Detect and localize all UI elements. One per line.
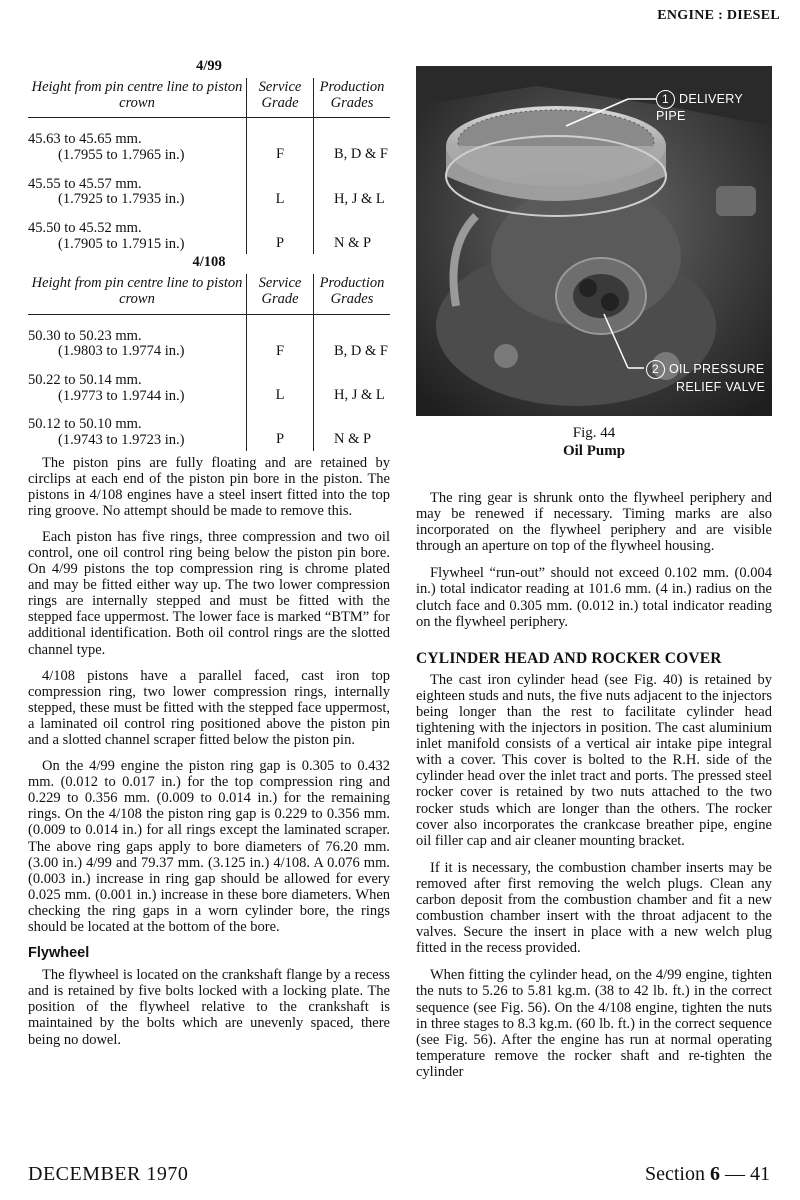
running-header: ENGINE : DIESEL	[657, 8, 780, 23]
table-row	[28, 177, 390, 221]
cell-mm: 50.12 to 50.10 mm.	[28, 416, 142, 433]
left-column	[28, 58, 390, 1058]
table-row	[28, 373, 390, 417]
cell-mm: 45.63 to 45.65 mm.	[28, 131, 142, 148]
table-row	[28, 417, 390, 450]
callout-number: 2	[646, 360, 665, 379]
cell-inch: (1.7905 to 1.7915 in.)	[58, 235, 185, 252]
section-label: Section	[645, 1163, 705, 1185]
cell-production-grades: B, D & F	[334, 146, 388, 163]
cell-production-grades: N & P	[334, 234, 372, 251]
cell-production-grades: H, J & L	[334, 386, 385, 403]
table-row	[28, 118, 390, 177]
cell-service-grade: P	[275, 431, 285, 448]
paragraph-runout: Flywheel “run-out” should not exceed 0.102 mm. (0.004 in.) total indicator reading at 101.6 mm. (4 in.) radius on the clutch face and 0.305 mm. (0.012 in.) total indicator reading on the flywheel periphery.	[416, 565, 772, 630]
paragraph-fitting-head: When fitting the cylinder head, on the 4/99 engine, tighten the nuts to 5.26 to 5.81 kg.m. (38 to 42 lb. ft.) in the correct sequence (see Fig. 56). On the 4/108 engine, tighten the nuts in three stages to 8.3 kg.m. (60 lb. ft.) in the correct sequence (see Fig. 56). After the engine has run at normal operating temperature remove the rocker shaft and re-tighten the cylinder	[416, 967, 772, 1080]
table-row	[28, 314, 390, 373]
section-number: 6	[710, 1163, 720, 1185]
callout-delivery-pipe	[656, 90, 772, 123]
footer-date: DECEMBER 1970	[28, 1163, 189, 1185]
right-column	[416, 66, 772, 1091]
cell-inch: (1.7955 to 1.7965 in.)	[58, 146, 185, 163]
cell-service-grade: F	[275, 146, 285, 163]
cell-mm: 45.55 to 45.57 mm.	[28, 175, 142, 192]
paragraph-flywheel: The flywheel is located on the crankshaft flange by a recess and is retained by five bolts locked with a locking plate. The position of the flywheel relative to the crankshaft is maintained by the bolts which are unevenly spaced, there being no dowel.	[28, 967, 390, 1048]
paragraph-ring-gear: The ring gear is shrunk onto the flywheel periphery and may be renewed if necessary. Timing marks are also incorporated on the flywheel periphery and are visible through an aperture on top of the flywheel housing.	[416, 490, 772, 555]
cell-mm: 50.22 to 50.14 mm.	[28, 371, 142, 388]
callout-relief-valve	[646, 360, 772, 394]
table-499	[28, 78, 390, 254]
cell-inch: (1.9773 to 1.9744 in.)	[58, 387, 185, 404]
table-4108-header-height: Height from pin centre line to piston crown	[28, 274, 247, 314]
table-499-header-service: Service Grade	[247, 78, 314, 118]
figure-number: Fig. 44	[572, 425, 616, 441]
paragraph-piston-rings: Each piston has five rings, three compression and two oil control, one oil control ring being below the piston pin bore. On 4/99 pistons the top compression ring is chrome plated and may be fitted either way up. The two lower compression rings are internally stepped and must be fitted with the stepped face uppermost. The lower face is marked “BTM” for additional identification. Both oil control rings are the slotted channel type.	[28, 528, 390, 658]
paragraph-ring-gap: On the 4/99 engine the piston ring gap is 0.305 to 0.432 mm. (0.012 to 0.017 in.) for the top compression ring and 0.229 to 0.356 mm. (0.009 to 0.014 in.) for the remaining rings. On the 4/108 the piston ring gap is 0.229 to 0.356 mm. (0.009 to 0.014 in.) for all rings except the laminated scraper. The above ring gaps apply to bore diameters of 76.20 mm. (3.00 in.) 4/99 and 79.37 mm. (3.125 in.) 4/108. A 0.076 mm. (0.003 in.) increase in ring gap should be allowed for every 0.025 mm. (0.001 in.) increase in these bore diameters. When checking the ring gaps in a worn cylinder bore, the rings should be located at the bottom of the bore.	[28, 758, 390, 936]
cell-production-grades: N & P	[334, 431, 372, 448]
cell-inch: (1.9743 to 1.9723 in.)	[58, 431, 185, 448]
oil-pump-photo	[416, 66, 772, 416]
table-4108	[28, 274, 390, 450]
figure-title: Oil Pump	[562, 443, 626, 459]
cell-service-grade: L	[275, 386, 285, 403]
cell-mm: 45.50 to 45.52 mm.	[28, 219, 142, 236]
callout-label: DELIVERY PIPE	[656, 91, 743, 123]
paragraph-piston-pins: The piston pins are fully floating and are retained by circlips at each end of the piston pin bore in the piston. The pistons in 4/108 engines have a steel insert fitted into the top ring groove. No attempt should be made to remove this.	[28, 454, 390, 519]
footer-page	[645, 1163, 770, 1186]
page-number: 41	[750, 1163, 770, 1185]
page-separator: —	[725, 1163, 745, 1185]
figure-caption	[416, 424, 772, 460]
cell-inch: (1.7925 to 1.7935 in.)	[58, 191, 185, 208]
table-499-header-production: Production Grades	[314, 78, 391, 118]
cell-service-grade: P	[275, 234, 285, 251]
table-4108-header-service: Service Grade	[247, 274, 314, 314]
callout-number: 1	[656, 90, 675, 109]
cell-production-grades: H, J & L	[334, 190, 385, 207]
cell-service-grade: L	[275, 190, 285, 207]
paragraph-4108-pistons: 4/108 pistons have a parallel faced, cast iron top compression ring, two lower compression rings, internally stepped, these must be fitted with the stepped face uppermost, a laminated oil control ring positioned above the piston pin and a slotted channel scraper fitted below the piston pin.	[28, 667, 390, 748]
flywheel-heading: Flywheel	[28, 945, 90, 962]
table-499-header-height: Height from pin centre line to piston crown	[28, 78, 247, 118]
callout-label: OIL PRESSURE	[669, 361, 765, 376]
cell-mm: 50.30 to 50.23 mm.	[28, 327, 142, 344]
cell-production-grades: B, D & F	[334, 342, 388, 359]
cell-service-grade: F	[275, 342, 285, 359]
table-row	[28, 221, 390, 254]
paragraph-combustion-inserts: If it is necessary, the combustion chamber inserts may be removed after first removing the welch plugs. Clean any carbon deposit from the combustion chamber and fit a new combustion chamber insert with the throat adjacent to the valves. Secure the insert in place with a new welch plug fitted in the recess provided.	[416, 859, 772, 957]
paragraph-cylinder-head: The cast iron cylinder head (see Fig. 40) is retained by eighteen studs and nuts, the five nuts adjacent to the injectors being longer than the rest to facilitate cylinder head tightening with the injectors in position. The cast aluminium inlet manifold consists of a vertical air intake pipe integral with a cover. This cover is bolted to the R.H. side of the cylinder head over the inlet tract and ports. The pressed steel rocker cover is retained by two nuts attached to the two rocker studs which are longer than the others. The rocker cover also incorporates the crankcase breather pipe, engine oil filler cap and air cleaner mounting bracket.	[416, 671, 772, 849]
cylinder-heading: CYLINDER HEAD AND ROCKER COVER	[416, 649, 722, 667]
cell-inch: (1.9803 to 1.9774 in.)	[58, 343, 185, 360]
table-499-title: 4/99	[196, 58, 222, 74]
callout-label: RELIEF VALVE	[676, 380, 766, 394]
table-4108-title: 4/108	[192, 254, 226, 271]
table-4108-header-production: Production Grades	[314, 274, 391, 314]
